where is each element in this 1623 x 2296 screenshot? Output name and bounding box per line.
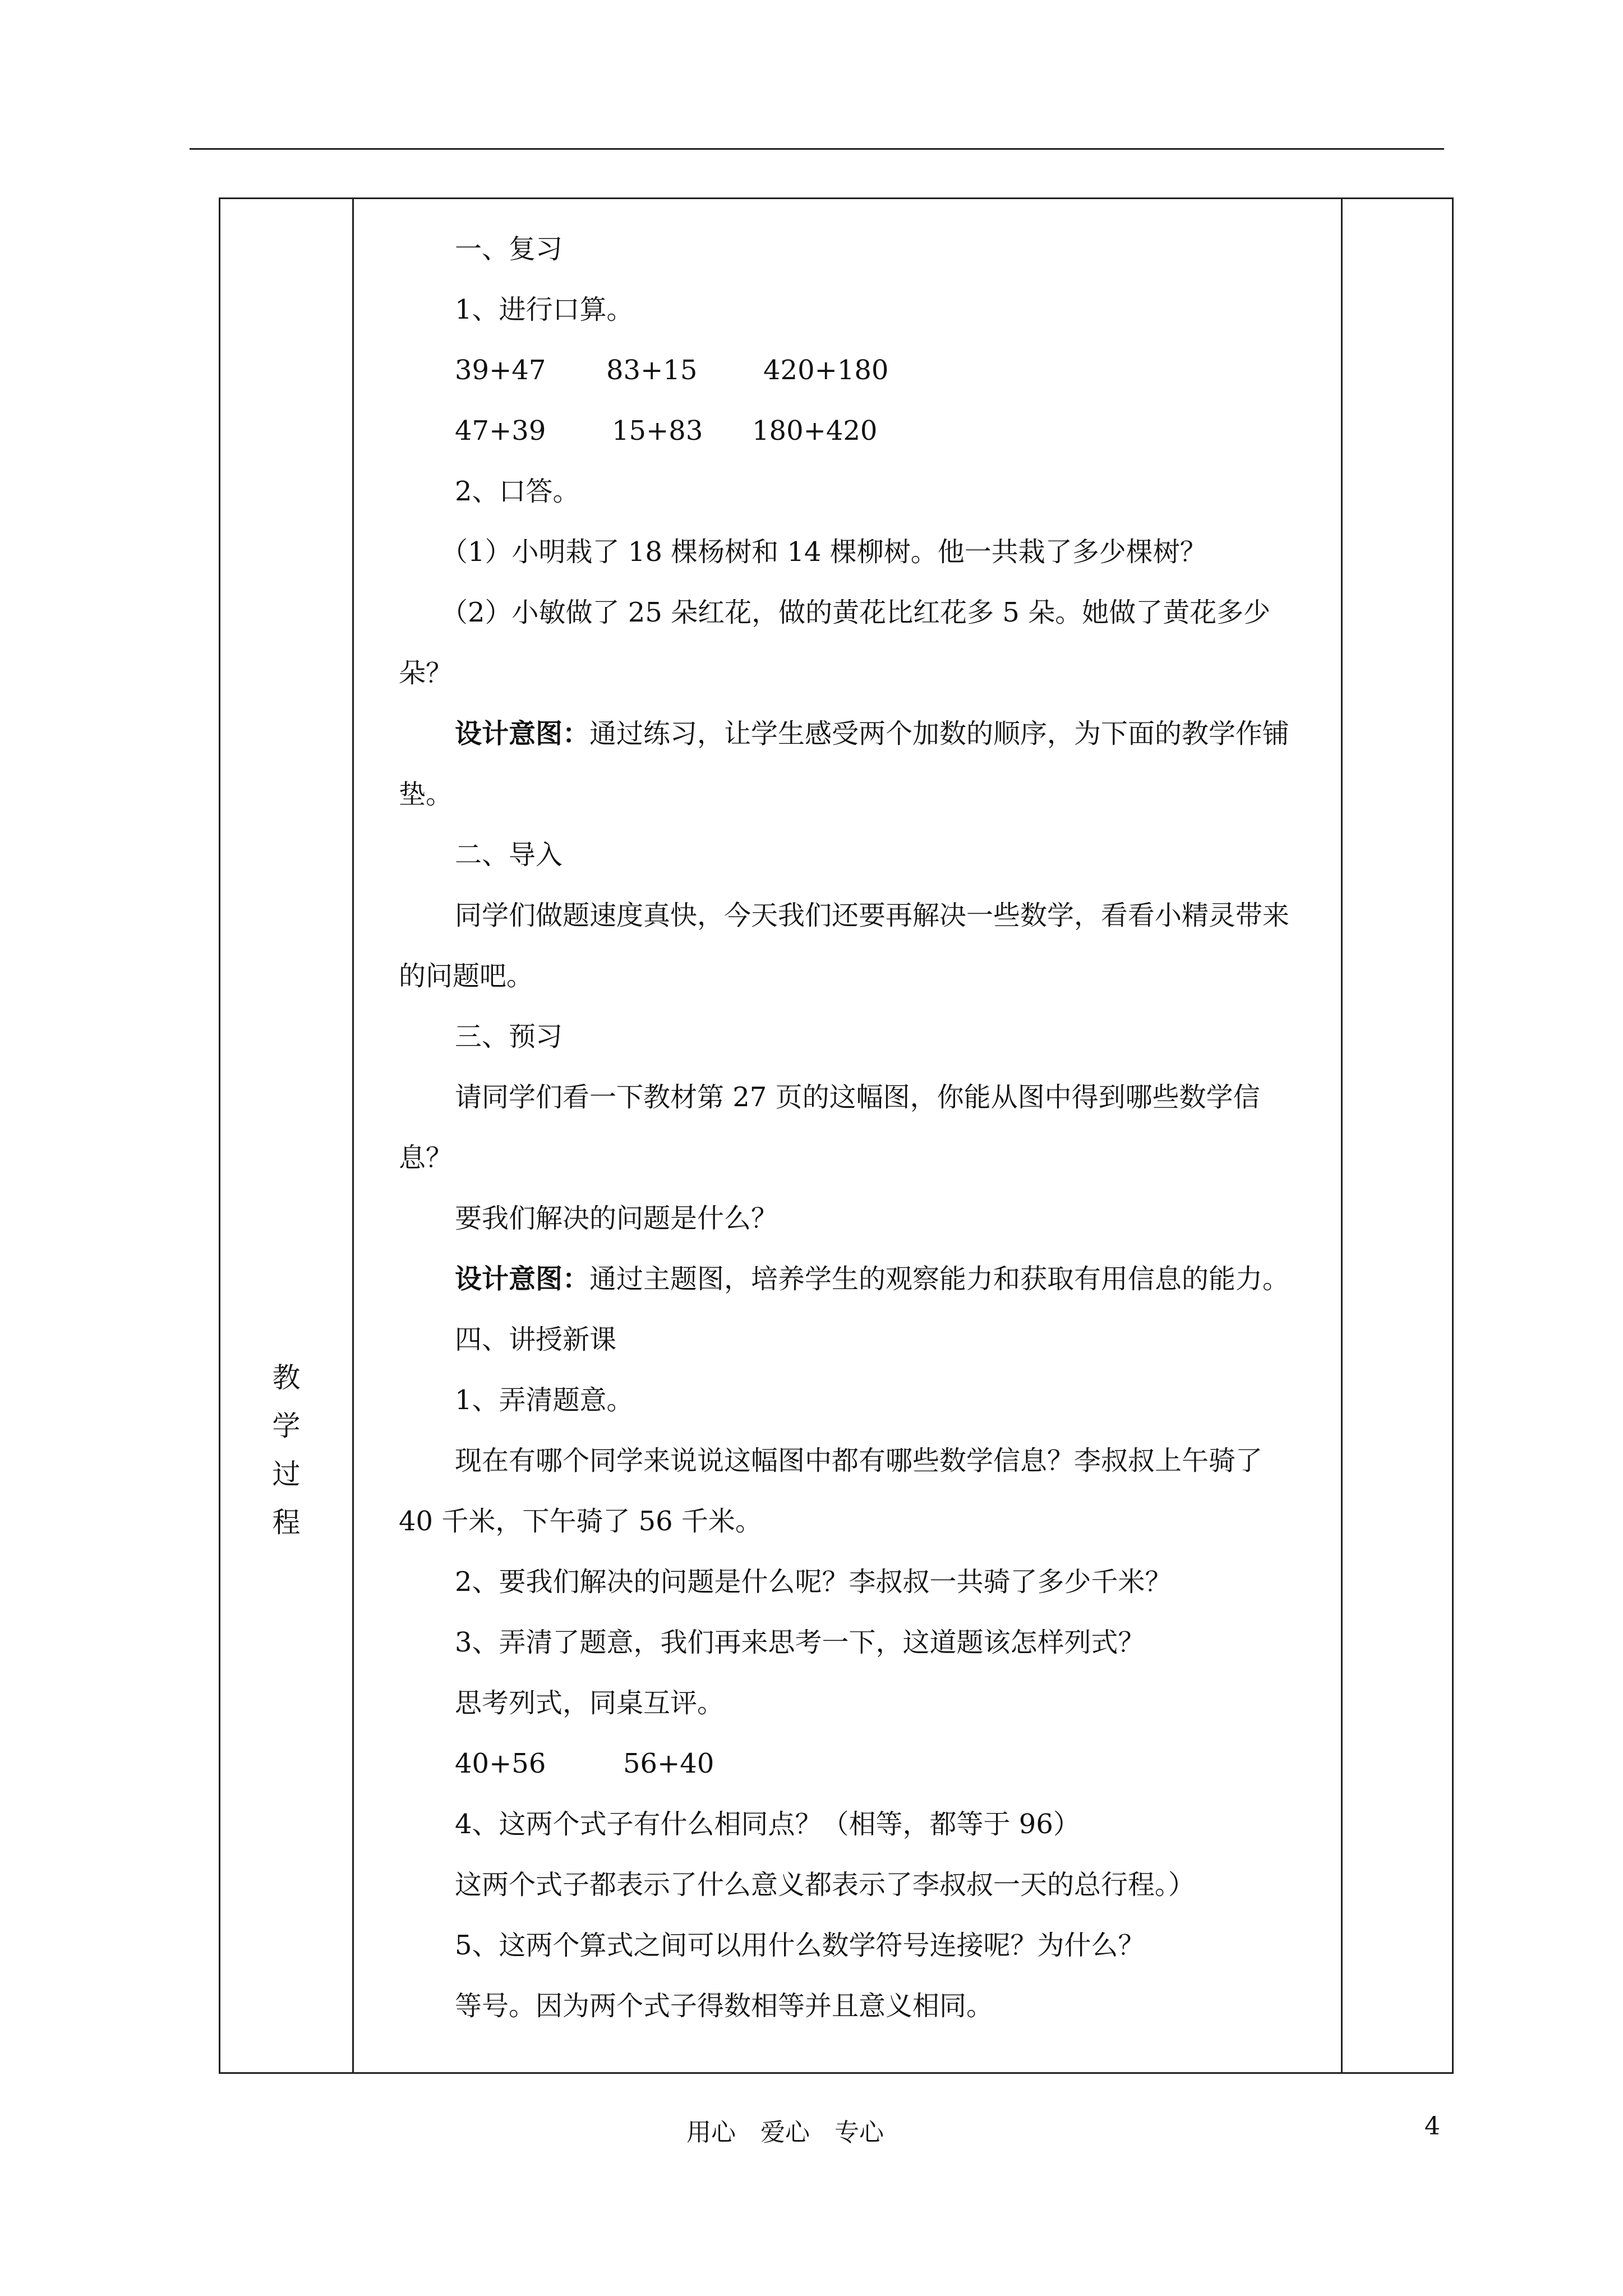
step-3-note: 思考列式，同桌互评。 — [455, 1687, 725, 1719]
step-4: 4、这两个式子有什么相同点？（相等，都等于 96） — [455, 1809, 1080, 1840]
design-intent-label: 设计意图： — [455, 1263, 590, 1295]
expression: 83+15 — [606, 355, 698, 386]
side-label-char: 程 — [272, 1506, 301, 1539]
intro-text: 同学们做题速度真快，今天我们还要再解决一些数学，看看小精灵带来的问题吧。 — [399, 900, 1290, 992]
preview-text: 请同学们看一下教材第 27 页的这幅图，你能从图中得到哪些数学信息？ — [399, 1082, 1260, 1174]
footer-motto: 用心 爱心 专心 — [686, 2118, 884, 2147]
step-3: 3、弄清了题意，我们再来思考一下，这道题该怎样列式？ — [455, 1627, 1145, 1658]
lesson-content — [399, 219, 1296, 2036]
preview-question: 要我们解决的问题是什么？ — [455, 1203, 778, 1234]
step-5: 5、这两个算式之间可以用什么数学符号连接呢？为什么？ — [455, 1930, 1145, 1961]
step-4-note: 这两个式子都表示了什么意义都表示了李叔叔一天的总行程。） — [455, 1869, 1196, 1901]
review-item-1: 1、进行口算。 — [455, 294, 634, 325]
header-rule — [190, 148, 1444, 150]
lesson-table — [219, 197, 1454, 2074]
step-1-text: 现在有哪个同学来说说这幅图中都有哪些数学信息？李叔叔上午骑了 40 千米，下午骑了 56 千米。 — [399, 1445, 1263, 1537]
expression: 40+56 — [455, 1748, 546, 1779]
question-2: （2）小敏做了 25 朵红花，做的黄花比红花多 5 朵。她做了黄花多少朵？ — [399, 597, 1271, 689]
intro-heading: 二、导入 — [455, 839, 563, 871]
step-2: 2、要我们解决的问题是什么呢？李叔叔一共骑了多少千米？ — [455, 1566, 1172, 1598]
side-label-teaching-process — [220, 1354, 352, 1547]
step-5-note: 等号。因为两个式子得数相等并且意义相同。 — [455, 1990, 994, 2022]
design-intent-label: 设计意图： — [455, 718, 590, 749]
expression-row-3 — [399, 1733, 1296, 1794]
design-intent-2 — [399, 1249, 1296, 1309]
page-footer — [0, 2112, 1623, 2151]
expression: 47+39 — [455, 415, 546, 447]
expression: 15+83 — [612, 415, 703, 447]
side-label-char: 教 — [272, 1361, 301, 1394]
step-1: 1、弄清题意。 — [455, 1384, 634, 1416]
design-intent-text: 通过练习，让学生感受两个加数的顺序，为下面的教学作铺垫。 — [399, 718, 1290, 810]
page-number: 4 — [1424, 2112, 1440, 2141]
column-divider-right — [1341, 199, 1343, 2072]
expression-row-2 — [399, 401, 1296, 461]
review-heading: 一、复习 — [455, 233, 563, 265]
side-label-char: 过 — [272, 1458, 301, 1490]
column-divider-left — [352, 199, 354, 2072]
side-label-char: 学 — [272, 1410, 301, 1442]
question-1: （1）小明栽了 18 棵杨树和 14 棵柳树。他一共栽了多少棵树？ — [441, 536, 1207, 568]
review-item-2: 2、口答。 — [455, 476, 580, 507]
preview-heading: 三、预习 — [455, 1021, 563, 1052]
expression: 39+47 — [455, 355, 546, 386]
expression: 420+180 — [763, 355, 889, 386]
expression: 180+420 — [752, 415, 878, 447]
design-intent-1 — [399, 703, 1296, 825]
expression: 56+40 — [623, 1748, 714, 1779]
lesson-heading: 四、讲授新课 — [455, 1324, 617, 1355]
expression-row-1 — [399, 340, 1296, 401]
design-intent-text: 通过主题图，培养学生的观察能力和获取有用信息的能力。 — [589, 1263, 1290, 1295]
